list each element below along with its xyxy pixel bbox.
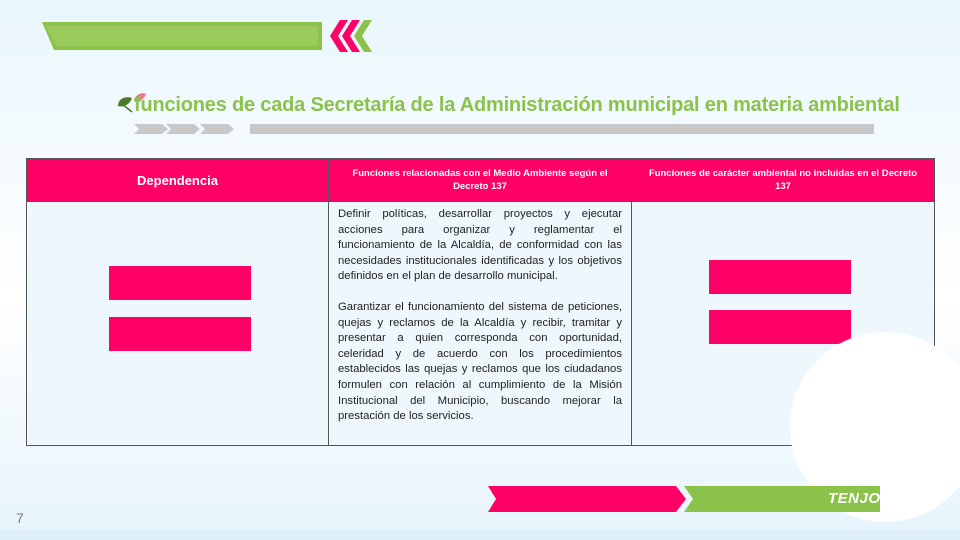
- page-number: 7: [16, 510, 24, 526]
- redacted-block: [709, 260, 851, 294]
- redacted-block: [109, 317, 251, 351]
- tenjo-logo: TENJO: [828, 490, 881, 507]
- dependencia-cell: [27, 202, 329, 446]
- redacted-block: [109, 266, 251, 300]
- header-decreto-functions: Funciones relacionadas con el Medio Ambiente según el Decreto 137: [329, 159, 632, 202]
- top-green-band: [42, 22, 322, 50]
- function-paragraph: Garantizar el funcionamiento del sistema de peticiones, quejas y reclamos de la Alcaldía y recibir, tramitar y presentar a quien corresponda con oportunidad, celeridad y de acuerdo con los procedimientos establecidos las quejas y reclamos que los ciudadanos formulen con relación al cumplimiento de la Misión Institucional del Municipio, buscando mejorar la prestación de los servicios.: [338, 300, 622, 423]
- table-header-row: [27, 159, 935, 202]
- decreto-functions-cell: [329, 202, 632, 446]
- header-dependencia: Dependencia: [27, 159, 329, 202]
- bottom-strip: [0, 530, 960, 540]
- function-paragraph: Definir políticas, desarrollar proyectos y ejecutar acciones para organizar y reglamentar el funcionamiento de la Alcaldía, de conformidad con las necesidades institucionales identificadas y los objetivos definidos en el plan de desarrollo municipal.: [338, 208, 622, 283]
- redacted-block: [709, 310, 851, 344]
- title-row: [116, 92, 916, 122]
- header-non-decreto-functions: Funciones de carácter ambiental no incluidas en el Decreto 137: [632, 159, 935, 202]
- slide-title: funciones de cada Secretaría de la Administración municipal en materia ambiental: [134, 94, 900, 116]
- title-divider: [134, 124, 874, 134]
- chevron-arrows-icon: [328, 20, 376, 52]
